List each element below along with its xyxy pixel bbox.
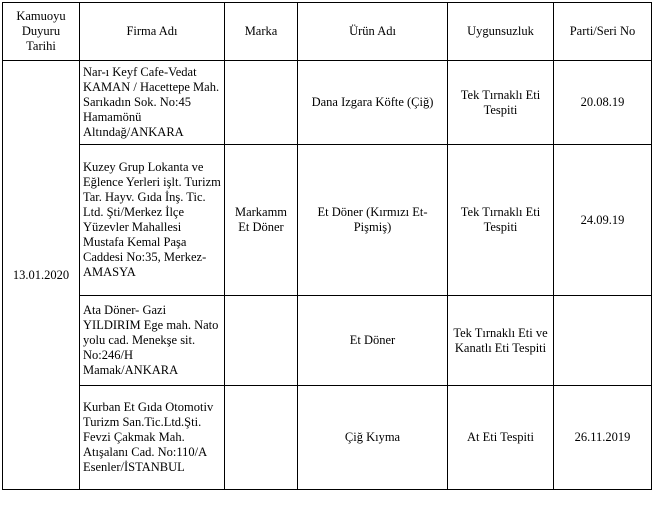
recall-table [2, 2, 652, 490]
product-cell: Et Döner [298, 296, 448, 386]
brand-cell [225, 296, 298, 386]
nonconformity-cell: At Eti Tespiti [448, 386, 554, 490]
header-batch: Parti/Seri No [554, 3, 652, 61]
nonconformity-cell: Tek Tırnaklı Eti ve Kanatlı Eti Tespiti [448, 296, 554, 386]
brand-cell [225, 386, 298, 490]
table-row [3, 296, 652, 386]
header-brand: Marka [225, 3, 298, 61]
table-row [3, 145, 652, 296]
nonconformity-cell: Tek Tırnaklı Eti Tespiti [448, 145, 554, 296]
batch-cell: 20.08.19 [554, 61, 652, 145]
product-cell: Çiğ Kıyma [298, 386, 448, 490]
brand-cell [225, 61, 298, 145]
header-row [3, 3, 652, 61]
product-cell: Et Döner (Kırmızı Et-Pişmiş) [298, 145, 448, 296]
batch-cell: 24.09.19 [554, 145, 652, 296]
announcement-date-cell: 13.01.2020 [3, 61, 80, 490]
firm-cell: Ata Döner- Gazi YILDIRIM Ege mah. Nato yolu cad. Menekşe sit. No:246/H Mamak/ANKARA [80, 296, 225, 386]
batch-cell: 26.11.2019 [554, 386, 652, 490]
product-cell: Dana Izgara Köfte (Çiğ) [298, 61, 448, 145]
header-nonconformity: Uygunsuzluk [448, 3, 554, 61]
table-row [3, 61, 652, 145]
nonconformity-cell: Tek Tırnaklı Eti Tespiti [448, 61, 554, 145]
header-firm: Firma Adı [80, 3, 225, 61]
firm-cell: Nar-ı Keyf Cafe-Vedat KAMAN / Hacettepe Mah. Sarıkadın Sok. No:45 Hamamönü Altındağ/ANKARA [80, 61, 225, 145]
batch-cell [554, 296, 652, 386]
brand-cell: Markamm Et Döner [225, 145, 298, 296]
firm-cell: Kuzey Grup Lokanta ve Eğlence Yerleri işlt. Turizm Tar. Hayv. Gıda İnş. Tic. Ltd. Şti/Merkez İlçe Yüzevler Mahallesi Mustafa Kemal Paşa Caddesi No:35, Merkez-AMASYA [80, 145, 225, 296]
header-product: Ürün Adı [298, 3, 448, 61]
table-row [3, 386, 652, 490]
header-date: Kamuoyu Duyuru Tarihi [3, 3, 80, 61]
firm-cell: Kurban Et Gıda Otomotiv Turizm San.Tic.Ltd.Şti. Fevzi Çakmak Mah. Atışalanı Cad. No:110/A Esenler/İSTANBUL [80, 386, 225, 490]
